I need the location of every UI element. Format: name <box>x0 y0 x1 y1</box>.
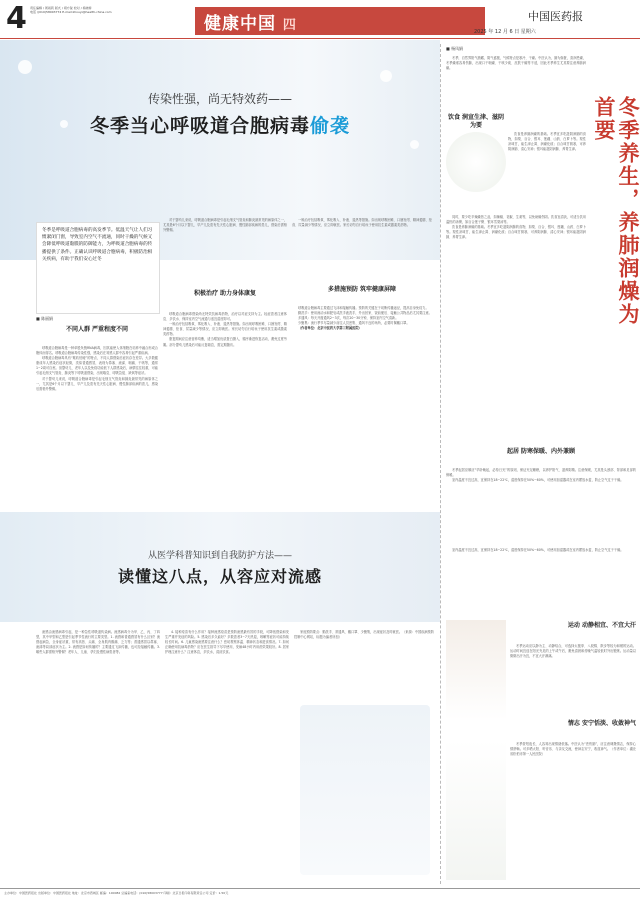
para: 多通风：每天开窗通风2~3次，每次20~30分钟，保持室内空气清新。 <box>298 316 399 321</box>
article3-living <box>446 468 636 548</box>
para: 流感由流感病毒引起，是一种急性呼吸道传染病。流感病毒分为甲、乙、丙、丁四型，其中甲型和乙型是引起季节性流行的主要类型。1. 流感和普通感冒有什么区别？流感起病急，全身症状重，常有高热、头痛、全身肌肉酸痛、乏力等；普通感冒以鼻塞、流涕等局部症状为主。2. 流感是如何传播的？主要通过飞沫传播，也可经接触传播。3. 哪些人群需格外警惕？老年人、儿童、孕妇及慢性病患者等。 <box>36 630 160 655</box>
para: 康复期间应注意营养均衡，适当增加优质蛋白摄入，循序渐进恢复活动，避免过度劳累。部分婴幼儿感染后可能反复喘息，需定期随访。 <box>163 337 287 347</box>
article3-byline: ■ 杨凤娟 <box>446 46 464 51</box>
snowflake-icon <box>380 70 392 82</box>
byline-name: 杨凤娟 <box>451 46 464 51</box>
editor-line-2: 电话 /(010)58003774 E-mail:zhouyi@health-china.com <box>30 10 112 15</box>
section-title <box>204 9 297 34</box>
article2-headline: 读懂这八点，从容应对流感 <box>117 567 322 586</box>
illustration-family <box>300 705 430 875</box>
section-tag: 四 <box>282 18 297 33</box>
subhead-living: 起居 防寒保暖、内外兼顾 <box>506 448 576 455</box>
editor-line-1: 责任编辑 / 周雨莉 版式 / 胡方锐 校对 / 杨晓娇 <box>30 6 92 10</box>
lead-text: 冬季是呼吸道合胞病毒的高发季节。低温天气让人们习惯紧闭门窗，导致室内空气不流通，同时干燥的气候又会降低呼吸道黏膜的防御能力，为呼吸道合胞病毒的传播提供了条件。正确认识呼吸道合胞病毒，积极防治相关疾病，有助于我们安心过冬 <box>42 228 153 262</box>
snowflake-icon <box>18 60 32 74</box>
para: 4. 接种疫苗有什么作用？接种流感疫苗是预防流感最有效的手段，可降低感染和发生严重并发症的风险。5. 感染后多久能好？多数患者3~7天热退，咳嗽等症状可能持续较长时间。6. 儿童感染流感要注意什么？密切观察体温、精神状态和进食情况。7. 如何正确使用抗病毒药物？应在医生指导下尽早使用，发病48小时内用药效果较好。8. 居家护理注意什么？注意休息，多饮水，清淡饮食。 <box>165 630 289 655</box>
para: 少聚集：流行季节尽量减少前往人员密集、通风不良的场所，必要时佩戴口罩。 <box>298 321 410 326</box>
para: 室内温度不宜过高，宜保持在18~22℃，湿度保持在50%~60%，可使用加湿器或在室内摆放水盆，防止空气过于干燥。 <box>452 478 624 483</box>
para: 冬季运动应以静为主、动静结合，可选择太极拳、八段锦、散步等较为和缓的运动。运动时间宜选在阳光充足的上午或午后，避免清晨和傍晚气温较低时外出锻炼。运动量以微微出汗为宜，不宜大汗淋漓。 <box>510 644 636 659</box>
article2-col3 <box>294 630 434 700</box>
editor-info <box>30 6 112 14</box>
para: 对于婴幼儿来说，呼吸道合胞病毒是引起毛细支气管炎和肺炎最常见的病原体之一，尤其是6个月以下婴儿、早产儿及患有先天性心脏病、慢性肺部疾病的患儿，感染后需格外警惕。 <box>163 218 287 233</box>
illustration-pear <box>446 132 506 192</box>
subhead-exercise: 运动 动静相宜、不宜大汗 <box>567 622 636 629</box>
header-rule <box>0 38 640 39</box>
para: 一般治疗包括吸氧、雾化吸入、补液、退热等措施。如出现呼吸困难、口唇发绀、精神萎靡、拒食、尿量减少等情况，应立即就医。家长切勿自行给孩子使用抗生素或激素类药物。 <box>292 218 432 228</box>
subhead-mood: 情志 安宁恬淡、收敛神气 <box>567 720 636 727</box>
issue-date: 2025 年 12 月 6 日 星期六 <box>474 29 536 35</box>
para: 冬季昼短夜长，人容易出现情绪低落。中医认为“悲伤肺”，应注意调摄情志，保持心情舒畅。可多晒太阳、听音乐、与亲友交流，使神志安宁，收敛神气。（作者单位：湖北省松柏市第一人民医院） <box>510 742 636 757</box>
subhead-diet: 饮食 润宣生津、滋阴为要 <box>447 114 505 129</box>
article3-intro <box>446 56 586 106</box>
article3-mood <box>510 742 636 882</box>
subhead-1: 不同人群 严重程度不同 <box>65 326 129 333</box>
para: 一般治疗包括吸氧、雾化吸入、补液、退热等措施。如出现呼吸困难、口唇发绀、精神萎靡、拒食、尿量减少等情况，应立即就医。家长切勿自行给孩子使用抗生素或激素类药物。 <box>163 322 287 337</box>
article2-kicker: 从医学科普知识到自我防护方法—— <box>147 551 292 561</box>
subhead-2: 积极治疗 助力身体康复 <box>193 290 257 297</box>
article3-title: 冬季养生，养肺润燥为首要 <box>592 96 640 326</box>
para: 家庭预防要点：勤洗手、常通风、戴口罩、少聚集，出现症状及时就医。（来源：中国疾病预防控制中心网站，标题为编者所加） <box>294 630 434 640</box>
page-number: 4 <box>6 1 27 36</box>
column-divider <box>440 44 441 884</box>
para: 同时，要少吃辛辣燥热之品，如辣椒、花椒、生姜等，以免助燥伤阴。饮食宜清淡，可适当饮用温热的汤粥，如百合莲子粥、银耳雪梨汤等。 <box>446 215 586 225</box>
subhead-3: 多措施预防 筑牢健康屏障 <box>327 286 397 293</box>
para: 呼吸道合胞病毒是一种单股负链RNA病毒，因其能使人体细胞在培养中融合形成合胞体而得名。呼吸道合胞病毒传染性强，感染后在易感人群中容易引起严重疾病。 <box>36 346 158 356</box>
section-name: 健康中国 <box>204 14 276 34</box>
article1-col1 <box>36 346 158 512</box>
para: 室内温度不宜过高，宜保持在18~22℃，湿度保持在50%~60%，可使用加湿器或在室内摆放水盆，防止空气过于干燥。 <box>452 548 624 552</box>
headline-accent: 偷袭 <box>310 115 351 137</box>
byline-name: 陈丽娟 <box>41 316 54 321</box>
snowflake-icon <box>410 140 419 149</box>
para: 冬季起居应顺应“早卧晚起，必待日光”的原则，保证充足睡眠，以养护阳气、滋养阴精。注意保暖，尤其是头颈部、背部和足部的保暖。 <box>446 468 636 478</box>
article1-headline <box>0 111 440 138</box>
para: 呼吸道合胞病毒主要通过飞沫和接触传播。预防的关键在于切断传播途径，提高自身免疫力。 <box>298 306 429 310</box>
illustration-meditation <box>446 740 506 880</box>
page-footer: 主办单位：中国医药报社 出版单位：中国医药报社 地址：北京市西城区 邮编：100082 总编室电话：(010)58003777 印刷：北京日报印务有限责任公司 定价：1.50元 <box>0 888 640 903</box>
para: 饮食是养肺润燥的基础。冬季宜多吃滋阴润肺的食物，如梨、百合、银耳、莲藕、山药、白萝卜等。梨性凉味甘，能生津止渴、润燥化痰；百合味甘微寒，可养阴润肺、清心安神；银耳能滋阴润肺、养胃生津。 <box>446 225 586 240</box>
article3-diet-b <box>446 215 586 445</box>
article1-byline: ■ 陈丽娟 <box>36 316 54 321</box>
newspaper-logo: 中国医药报 <box>528 10 583 23</box>
article2-col2 <box>165 630 289 880</box>
illustration-exercise <box>446 620 506 720</box>
article1-kicker: 传染性强，尚无特效药—— <box>147 92 292 106</box>
para: 呼吸道合胞病毒感染尚无特效抗病毒药物，治疗以对症支持为主。轻症患者注意休息、多饮水、保持室内空气流通与适宜湿度即可。 <box>163 312 287 322</box>
para: 冬季，自然界阳气潜藏，阴气盛极，气候特点是寒冷、干燥。中医认为，肺为娇脏，喜润恶燥，冬季燥邪容易伤肺，出现口干咽燥、干咳少痰、皮肤干燥等不适，因此冬季养生尤其要注意养肺润燥。 <box>446 56 586 71</box>
article2-col1 <box>36 630 160 880</box>
article1-col2a <box>163 218 287 288</box>
article1-col3a <box>292 218 432 280</box>
article3-diet-a <box>508 132 586 212</box>
para: 对于婴幼儿来说，呼吸道合胞病毒是引起毛细支气管炎和肺炎最常见的病原体之一，尤其是6个月以下婴儿、早产儿及患有先天性心脏病、慢性肺部疾病的患儿，感染后需格外警惕。 <box>36 376 158 391</box>
para: 勤洗手：使用流动水和肥皂或洗手液洗手，外出回家、饭前便后、接触公共物品后尤其要注意。 <box>298 311 432 316</box>
para: 呼吸道合胞病毒具有“欺软怕硬”的特点，不同人群感染后症状存在差异。大多数健康成年人感染后症状轻微，类似普通感冒，表现为鼻塞、流涕、咽痛、干咳等，通常1~2周可自愈。但婴幼儿、老年人以及免疫功能低下人群感染后，病情往往较重，可能引起毛细支气管炎、肺炎等下呼吸道感染，出现喘息、呼吸急促、缺氧等症状。 <box>36 356 158 376</box>
author-unit: （作者单位：北京中医药大学第三附属医院） <box>298 326 362 331</box>
article3-exercise <box>510 644 636 716</box>
headline-main: 冬季当心呼吸道合胞病毒 <box>89 115 310 137</box>
para: 饮食是养肺润燥的基础。冬季宜多吃滋阴润肺的食物，如梨、百合、银耳、莲藕、山药、白萝卜等。梨性凉味甘，能生津止渴、润燥化痰；百合味甘微寒，可养阴润肺、清心安神；银耳能滋阴润肺、养胃生津。 <box>508 132 586 152</box>
lead-box <box>36 222 160 314</box>
article3-living-2 <box>446 548 636 618</box>
article1-col2 <box>163 312 287 512</box>
article1-col3 <box>292 306 432 512</box>
